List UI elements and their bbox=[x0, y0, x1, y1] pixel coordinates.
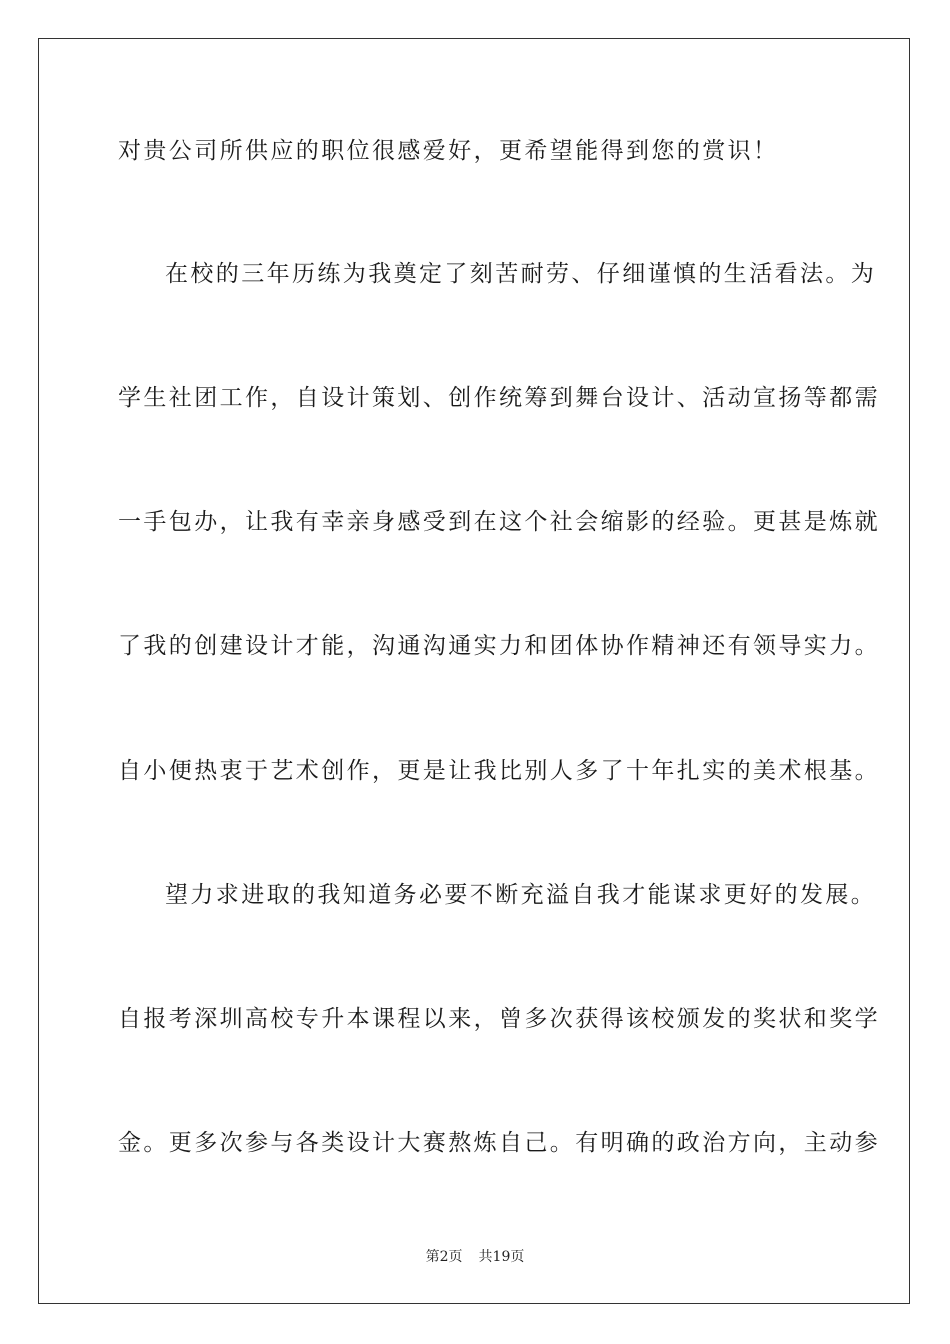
page-number: 第2页 bbox=[425, 1249, 463, 1265]
text-line-8: 自报考深圳高校专升本课程以来，曾多次获得该校颁发的奖状和奖学 bbox=[118, 1006, 880, 1032]
text-line-9: 金。更多次参与各类设计大赛熬炼自己。有明确的政治方向，主动参 bbox=[118, 1130, 880, 1156]
text-line-6: 自小便热衷于艺术创作，更是让我比别人多了十年扎实的美术根基。 bbox=[118, 758, 880, 784]
page-footer bbox=[0, 1247, 950, 1267]
text-line-7: 望力求进取的我知道务必要不断充溢自我才能谋求更好的发展。 bbox=[165, 882, 877, 908]
page-total: 共19页 bbox=[478, 1249, 525, 1265]
text-line-4: 一手包办，让我有幸亲身感受到在这个社会缩影的经验。更甚是炼就 bbox=[118, 509, 880, 535]
text-line-3: 学生社团工作，自设计策划、创作统筹到舞台设计、活动宣扬等都需 bbox=[118, 385, 880, 411]
text-line-5: 了我的创建设计才能，沟通沟通实力和团体协作精神还有领导实力。 bbox=[118, 633, 880, 659]
page-border bbox=[38, 38, 910, 1304]
text-line-2: 在校的三年历练为我奠定了刻苦耐劳、仔细谨慎的生活看法。为 bbox=[165, 261, 877, 287]
text-line-1: 对贵公司所供应的职位很感爱好，更希望能得到您的赏识！ bbox=[118, 138, 779, 164]
